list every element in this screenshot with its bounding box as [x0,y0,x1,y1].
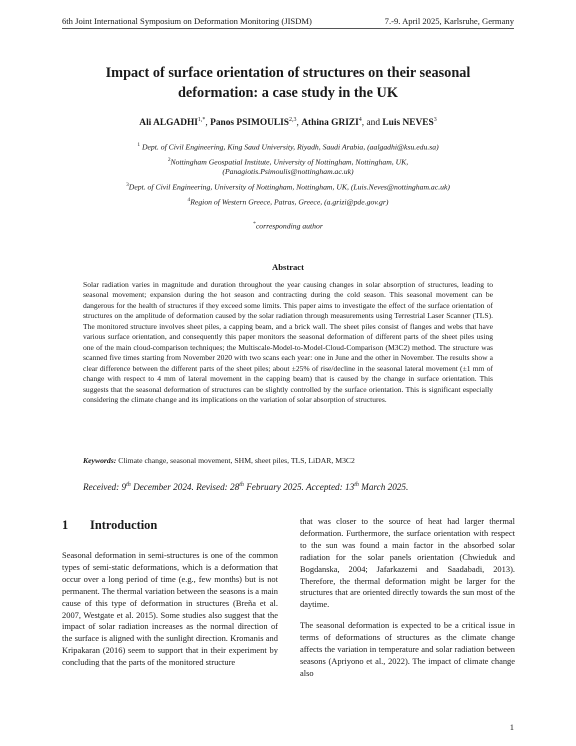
affiliation-list [60,141,516,211]
author-name: Panos PSIMOULIS [210,118,290,129]
abstract-body: Solar radiation varies in magnitude and duration throughout the year causing changes in solar absorption of structures, leading to seasonal movement; expansion during the hot season and contracting during the cold season. This seasonal movement can be dangerous for the health of structures if they exceed some limits. This paper aims to investigate the effect of the surface orientation of structures on the amplitude of deformation caused by the solar radiation through measurements using Terrestrial Laser Scanner (TLS). The monitored structure involves sheet piles, a capping beam, and a brick wall. The sheet piles consist of flanges and webs that have various surface orientation, and consequently this paper monitors the seasonal deformation of different parts of the sheet piles using one of the main cloud-comparison techniques; the Multiscale-Model-to-Model-Cloud-Comparison (M3C2) method. The structure was scanned five times starting from November 2020 with two scans each year: one in June and the other in November. The results show a clear difference between the different parts of the sheet piles; about ±25% of rise/decline in the seasonal lateral movement (±1 mm of change with respect to 4 mm of lateral movement in the capping beam) that is caused by the change in surface orientation. This suggests that the seasonal deformation of structures can be slightly controlled by the surface orientation. This is significant especially considering the climate change and its implications on the variation of solar absorption of structures. [83,280,493,404]
affiliation-email: (Panagiotis.Psimoulis@nottingham.ac.uk) [222,167,354,177]
header-conference: 6th Joint International Symposium on Deformation Monitoring (JISDM) [62,16,312,26]
right-column [300,516,515,689]
corresponding-text: corresponding author [255,221,323,231]
accepted-date-text: March 2025. [358,482,409,493]
abstract-heading: Abstract [272,262,304,272]
running-header [62,16,514,29]
title-line-2: deformation: a case study in the UK [177,85,398,101]
affiliation [60,181,516,192]
header-date-location: 7.-9. April 2025, Karlsruhe, Germany [384,16,514,26]
received-text: Received: 9 [83,482,127,493]
keywords [83,456,493,465]
paper-title [70,63,506,103]
author-separator: , and [361,118,383,129]
affiliation-text: Region of Western Greece, Patras, Greece, (a.grizi@pde.gov.gr) [190,197,389,207]
left-column [62,550,278,678]
affiliation-text: Dept. of Civil Engineering, King Saud University, Riyadh, Saudi Arabia, (aalgadhi@ksu.edu.sa) [141,142,439,152]
revised-text: December 2024. Revised: 28 [130,482,240,493]
author-name: Luis NEVES [382,118,434,129]
ordinal-suffix: th [239,482,244,488]
affiliation [60,196,516,207]
section-heading [62,518,157,533]
affiliation-mark: 3 [126,181,129,188]
keywords-label: Keywords: [83,456,117,465]
affiliation [60,156,516,177]
body-paragraph: The seasonal deformation is expected to be a critical issue in terms of deformations of structures as the climate change affects the variation in temperature and solar radiation between seasons (Apriyono et al., 2022). The impact of climate change also [300,620,515,678]
affiliation-mark: 4 [187,197,191,204]
accepted-text: February 2025. Accepted: 13 [243,482,355,493]
affiliation-text: Nottingham Geospatial Institute, University of Nottingham, Nottingham, UK, [170,157,409,167]
affiliation-mark: 1 [137,142,141,148]
section-title: Introduction [90,518,158,532]
affiliation [60,141,516,152]
received-dates [83,482,516,492]
author-name: Athina GRIZI [301,118,359,129]
body-paragraph: that was closer to the source of heat had larger thermal deformation. Furthermore, the surface orientation with respect to the sun was found a main factor in the absorbed solar radiation for the solar panels orientation (Chwieduk and Bogdanska, 2004; Jafarkazemi and Saadabadi, 2013). Therefore, the thermal deformation might be larger for the structures that are oriented directly towards the sun most of the daytime. [300,516,515,610]
corresponding-mark: * [253,221,256,227]
keywords-text: Climate change, seasonal movement, SHM, sheet piles, TLS, LiDAR, M3C2 [118,456,355,465]
author-list [50,117,526,128]
author-affiliation-mark: 4 [358,117,362,123]
author-separator: , [205,118,211,129]
page-number: 1 [509,722,514,732]
corresponding-author-note [0,221,576,231]
ordinal-suffix: th [354,482,359,488]
affiliation-text: Dept. of Civil Engineering, University of Nottingham, Nottingham, UK, (Luis.Neves@nottingham.ac.uk) [128,182,450,192]
author-name: Ali ALGADHI [139,118,198,129]
section-number: 1 [62,518,69,532]
author-separator: , [296,118,302,129]
body-paragraph: Seasonal deformation in semi-structures is one of the common types of semi-static deformations, which is a deformation that occur over a long period of time (e.g., few months) but is not permanent. The thermal variation between the seasons is a main cause of this type of deformation in structures (Breña et al. 2007, Westgate et al. 2015). Some studies also suggest that the impact of solar radiation increases as the normal direction of the surface is aligned with the sunlight direction. Kromanis and Kripakaran (2016) seem to support that in their experiment by concluding that the parts of the monitored structure [62,550,278,668]
affiliation-mark: 2 [167,157,171,164]
ordinal-suffix: th [126,482,131,488]
author-affiliation-mark: 3 [433,117,437,123]
author-affiliation-mark: 1,* [197,117,206,123]
title-line-1: Impact of surface orientation of structures on their seasonal [105,65,471,81]
author-affiliation-mark: 2,3 [289,117,297,123]
